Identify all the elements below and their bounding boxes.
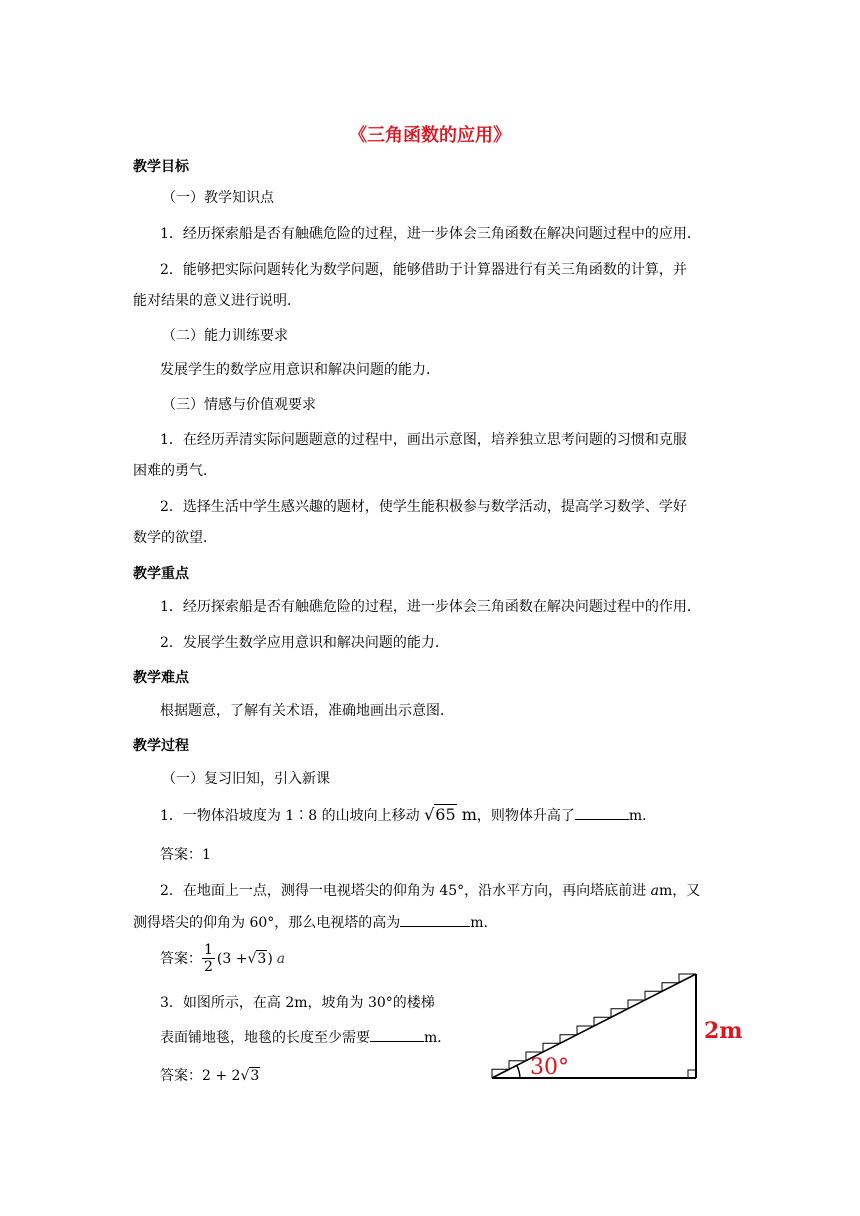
answer-label: 答案： — [160, 847, 202, 863]
paragraph: 1．在经历弄清实际问题题意的过程中，画出示意图，培养独立思考问题的习惯和克服 — [160, 432, 687, 448]
height-label: 2m — [704, 1018, 743, 1044]
subheading-review: （一）复习旧知，引入新课 — [162, 771, 330, 787]
question-2 — [160, 881, 700, 901]
angle-arc — [517, 1066, 520, 1078]
section-heading-process: 教学过程 — [133, 738, 189, 754]
answer-3 — [160, 1066, 260, 1086]
subheading-ability: （二）能力训练要求 — [162, 328, 288, 344]
paragraph: 1．经历探索船是否有触礁危险的过程，进一步体会三角函数在解决问题过程中的应用． — [160, 226, 701, 242]
question-text: 1．一物体沿坡度为 1∶8 的山坡向上移动 — [160, 808, 420, 824]
answer-blank — [400, 914, 470, 927]
paragraph-continuation: 数学的欲望． — [133, 530, 217, 546]
question-text: 测得塔尖的仰角为 60°，那么电视塔的高为 — [133, 915, 401, 931]
angle-label: 30° — [530, 1055, 569, 1080]
page-title: 《三角函数的应用》 — [349, 125, 511, 146]
fraction-denominator: 2 — [204, 959, 213, 975]
paragraph: 2．选择生活中学生感兴趣的题材，使学生能积极参与数学活动，提高学习数学、学好 — [160, 499, 687, 515]
paragraph-continuation: 能对结果的意义进行说明． — [133, 293, 301, 309]
paragraph: 发展学生的数学应用意识和解决问题的能力． — [160, 362, 440, 378]
question-text: ，则物体升高了 — [476, 808, 575, 824]
question-text: m． — [470, 915, 498, 931]
question-2-continuation — [133, 913, 498, 933]
expression: 2 + 2 — [202, 1068, 241, 1084]
question-text: 表面铺地毯，地毯的长度至少需要 — [160, 1030, 370, 1046]
question-text: 2．在地面上一点，测得一电视塔尖的仰角为 45°，沿水平方向，再向塔底前进 — [160, 883, 651, 899]
sqrt-expression: √65 — [424, 805, 456, 824]
answer-blank — [575, 807, 629, 820]
section-heading-key-points: 教学重点 — [133, 566, 189, 582]
figure-slope-line — [492, 974, 696, 1078]
answer-label: 答案： — [160, 1068, 202, 1084]
section-heading-objectives: 教学目标 — [133, 159, 189, 175]
sqrt-expression: √3 — [247, 950, 267, 967]
question-text: m． — [628, 808, 657, 824]
variable: a — [650, 883, 659, 899]
question-3: 3．如图所示，在高 2m，坡角为 30°的楼梯 — [160, 995, 435, 1011]
expression: (3 + — [216, 950, 248, 967]
fraction-numerator: 1 — [204, 942, 213, 958]
answer-label: 答案： — [160, 950, 202, 967]
expression: ) — [267, 950, 273, 967]
variable: a — [276, 950, 286, 967]
answer-1 — [160, 845, 211, 865]
paragraph: 2．能够把实际问题转化为数学问题，能够借助于计算器进行有关三角函数的计算，并 — [160, 262, 687, 278]
paragraph-continuation: 困难的勇气． — [133, 463, 217, 479]
section-heading-difficulties: 教学难点 — [133, 670, 189, 686]
unit: m — [456, 805, 477, 824]
right-angle-mark — [688, 1070, 696, 1078]
subheading-values: （三）情感与价值观要求 — [162, 397, 316, 413]
question-1 — [160, 805, 656, 826]
fraction — [202, 942, 215, 975]
paragraph: 2．发展学生数学应用意识和解决问题的能力． — [160, 635, 449, 651]
staircase-figure — [480, 965, 770, 1090]
subheading-knowledge: （一）教学知识点 — [162, 190, 274, 206]
question-3-continuation — [160, 1028, 451, 1048]
question-text: m，又 — [658, 883, 701, 899]
paragraph: 1．经历探索船是否有触礁危险的过程，进一步体会三角函数在解决问题过程中的作用． — [160, 599, 701, 615]
question-text: m． — [424, 1030, 452, 1046]
paragraph: 根据题意，了解有关术语，准确地画出示意图． — [160, 703, 454, 719]
answer-value: 1 — [202, 847, 211, 863]
sqrt-expression: √3 — [240, 1068, 260, 1084]
answer-2 — [160, 942, 285, 975]
answer-blank — [370, 1029, 424, 1042]
